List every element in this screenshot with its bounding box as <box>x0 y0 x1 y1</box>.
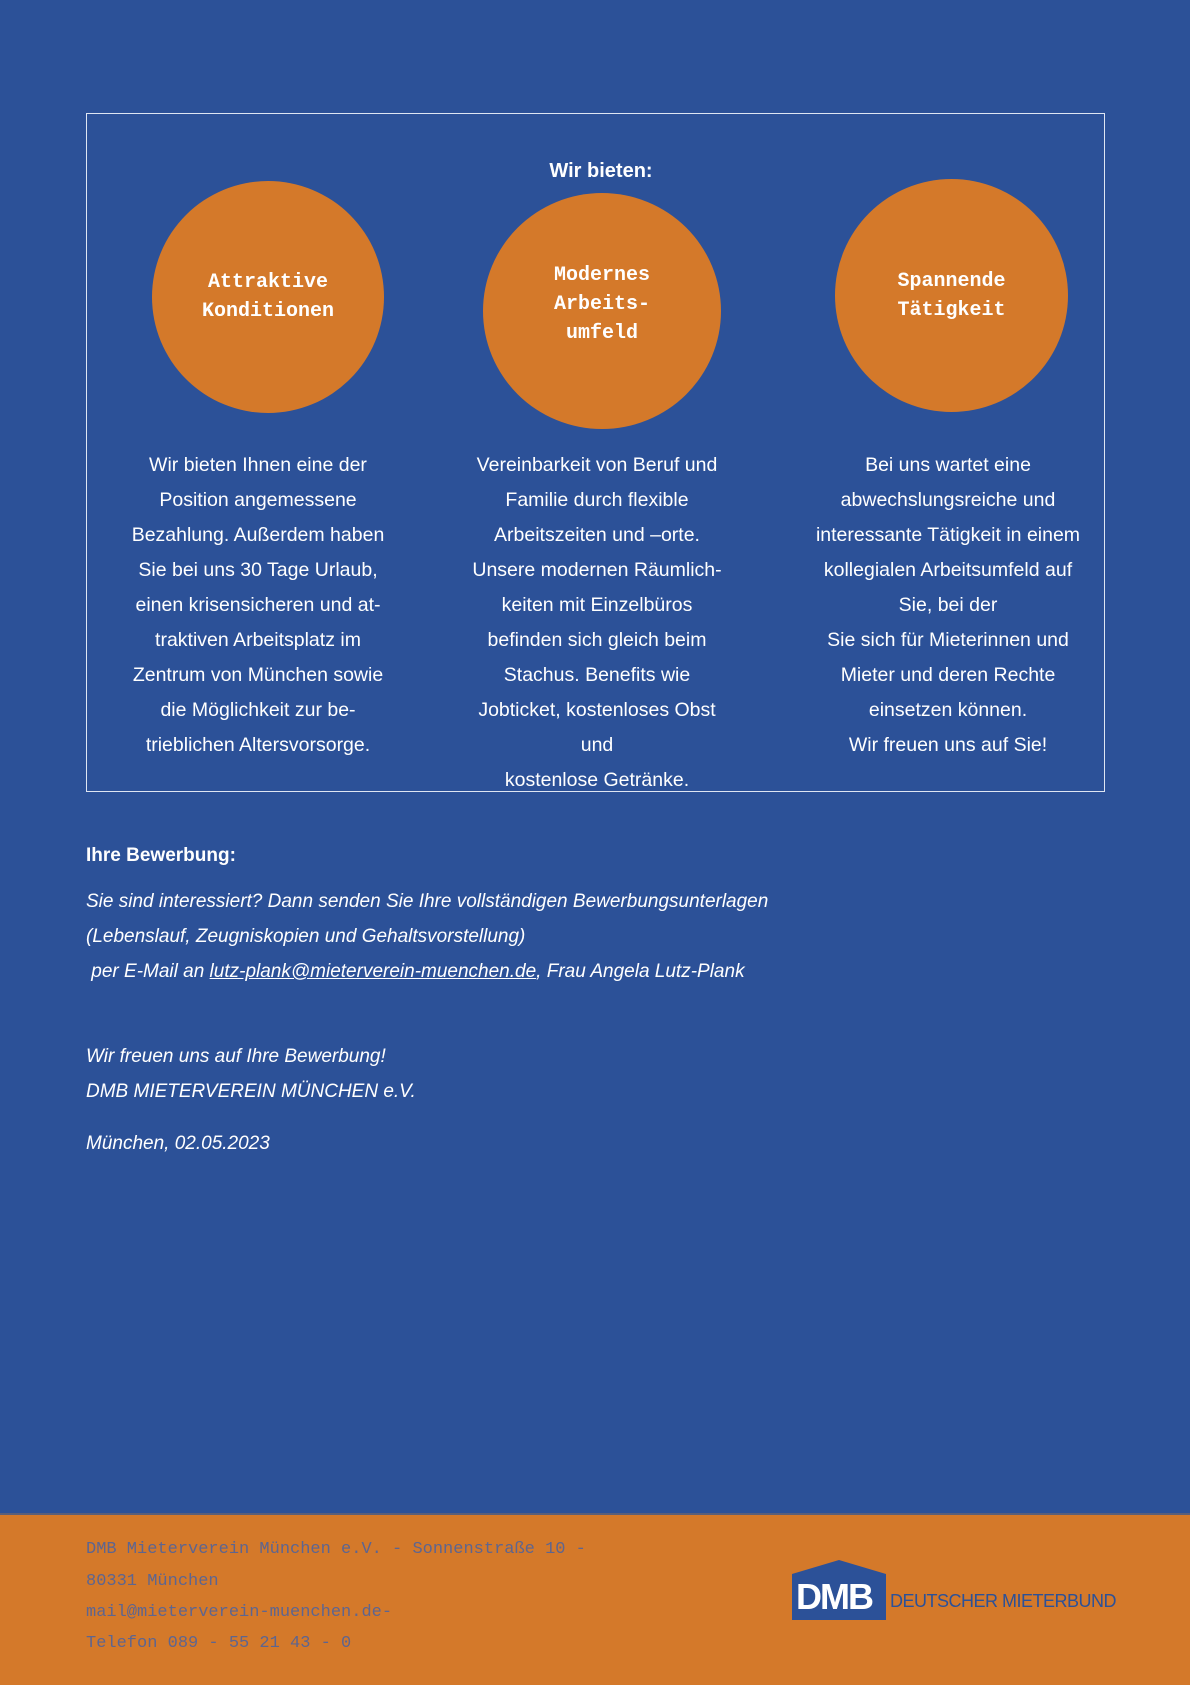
benefit-title: Spannende Tätigkeit <box>897 269 1006 322</box>
benefit-text-line: Wir freuen uns auf Sie! <box>848 734 1048 756</box>
offer-heading: Wir bieten: <box>549 160 653 182</box>
dmb-house-icon: DMB <box>792 1560 886 1620</box>
benefit-text-line: und <box>580 734 614 756</box>
benefit-text-line: befinden sich gleich beim <box>487 629 707 651</box>
benefit-text-line: Vereinbarkeit von Beruf und <box>476 454 718 476</box>
benefit-title: Attraktive Konditionen <box>201 271 335 323</box>
application-heading: Ihre Bewerbung: <box>86 845 236 866</box>
dmb-logo-text: DEUTSCHER MIETERBUND <box>890 1591 1117 1611</box>
benefit-text-line: Sie bei uns 30 Tage Urlaub, <box>138 559 378 581</box>
application-text: (Lebenslauf, Zeugniskopien und Gehaltsvorstellung) <box>86 926 526 947</box>
dmb-logo <box>792 1560 1116 1620</box>
benefit-text-line: traktiven Arbeitsplatz im <box>155 629 361 651</box>
closing-text: Wir freuen uns auf Ihre Bewerbung! <box>86 1046 386 1067</box>
benefit-text-conditions <box>78 448 438 763</box>
benefit-text-workplace <box>417 448 777 798</box>
benefit-text-line: Sie, bei der <box>898 594 998 616</box>
benefit-circle-activity <box>835 179 1068 412</box>
footer-email: mail@mieterverein-muenchen.de- <box>86 1603 393 1622</box>
organization-name: DMB MIETERVEREIN MÜNCHEN e.V. <box>86 1081 416 1102</box>
benefit-text-line: Position angemessene <box>159 489 357 511</box>
benefit-text-line: interessante Tätigkeit in einem <box>815 524 1081 546</box>
benefit-text-line: Unsere modernen Räumlich- <box>472 559 722 581</box>
benefit-text-line: abwechslungsreiche und <box>840 489 1056 511</box>
benefit-text-activity <box>768 448 1128 763</box>
email-link[interactable]: lutz-plank@mieterverein-muenchen.de <box>209 961 537 982</box>
application-text: Sie sind interessiert? Dann senden Sie Ihre vollständigen Bewerbungsunterlagen <box>86 891 769 912</box>
benefit-text-line: Sie sich für Mieterinnen und <box>827 629 1069 651</box>
benefit-text-line: trieblichen Altersvorsorge. <box>145 734 371 756</box>
benefit-text-line: keiten mit Einzelbüros <box>501 594 693 616</box>
footer-phone: Telefon 089 - 55 21 43 - 0 <box>86 1634 352 1653</box>
benefit-text-line: Stachus. Benefits wie <box>503 664 691 686</box>
footer-city: 80331 München <box>86 1572 219 1591</box>
benefit-text-line: Bei uns wartet eine <box>865 454 1031 476</box>
benefit-circle-workplace <box>483 193 721 429</box>
benefit-circle-conditions <box>152 181 384 413</box>
benefit-text-line: kollegialen Arbeitsumfeld auf <box>823 559 1073 581</box>
place-date: München, 02.05.2023 <box>86 1133 270 1154</box>
benefit-text-line: Bezahlung. Außerdem haben <box>131 524 385 546</box>
footer-address: DMB Mieterverein München e.V. - Sonnenstraße 10 - <box>86 1540 586 1559</box>
benefit-text-line: kostenlose Getränke. <box>504 769 690 791</box>
benefit-text-line: einsetzen können. <box>868 699 1028 721</box>
benefit-text-line: Mieter und deren Rechte <box>840 664 1056 686</box>
benefit-text-line: einen krisensicheren und at- <box>135 594 381 616</box>
benefit-text-line: Familie durch flexible <box>505 489 689 511</box>
benefit-text-line: Arbeitszeiten und –orte. <box>494 524 700 546</box>
application-contact: per E-Mail an lutz-plank@mieterverein-muenchen.de, Frau Angela Lutz-Plank <box>86 961 745 982</box>
benefit-text-line: Jobticket, kostenloses Obst <box>478 699 716 721</box>
benefit-text-line: Zentrum von München sowie <box>132 664 384 686</box>
benefit-text-line: die Möglichkeit zur be- <box>160 699 356 721</box>
benefit-text-line: Wir bieten Ihnen eine der <box>149 454 367 476</box>
benefit-title: Modernes Arbeits- umfeld <box>553 263 650 345</box>
